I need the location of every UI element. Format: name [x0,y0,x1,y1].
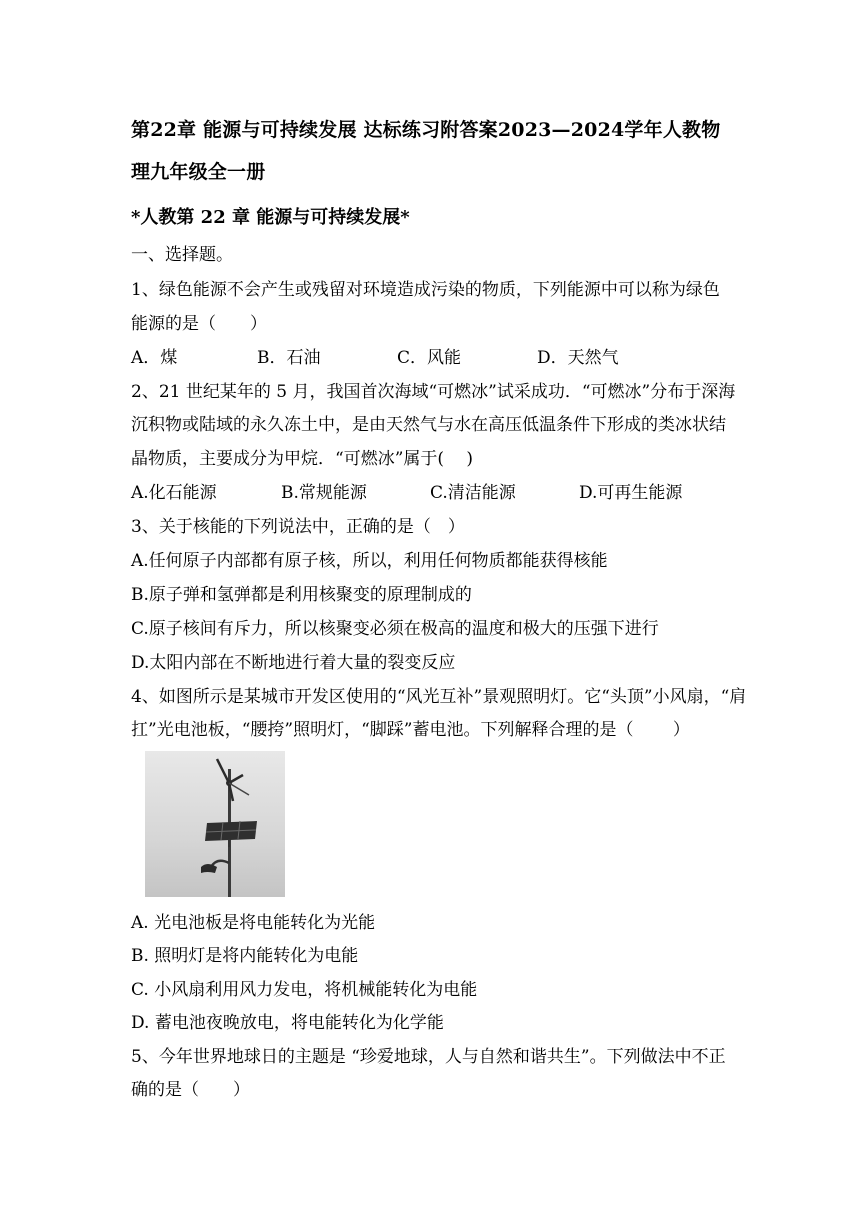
q1-options [131,346,751,370]
q2-options [131,481,751,505]
q4-option-b: B. 照明灯是将内能转化为电能 [131,946,359,966]
q2-stem-line-2: 沉积物或陆域的永久冻土中，是由天然气与水在高压低温条件下形成的类冰状结 [131,415,726,435]
section-heading: 一、选择题。 [131,245,233,265]
q1-option-c: C．风能 [397,348,462,368]
q1-option-a: A．煤 [131,348,178,368]
q2-option-a: A.化石能源 [131,483,217,503]
q4-option-c: C. 小风扇利用风力发电，将机械能转化为电能 [131,980,478,1000]
q1-stem-line-1: 1、绿色能源不会产生或残留对环境造成污染的物质，下列能源中可以称为绿色 [131,280,720,300]
q4-stem-line-2: 扛”光电池板，“腰挎”照明灯，“脚踩”蓄电池。下列解释合理的是（ ） [131,720,690,740]
q3-stem: 3、关于核能的下列说法中，正确的是（ ） [131,517,465,537]
street-lamp-photo [145,751,285,897]
doc-title-line-2: 理九年级全一册 [131,161,266,183]
q3-option-c: C.原子核间有斥力，所以核聚变必须在极高的温度和极大的压强下进行 [131,619,659,639]
q1-stem-line-2: 能源的是（ ） [131,314,267,334]
street-lamp-illustration [145,751,285,897]
doc-subtitle: *人教第 22 章 能源与可持续发展* [131,207,410,228]
q3-option-d: D.太阳内部在不断地进行着大量的裂变反应 [131,653,456,673]
q2-stem-line-3: 晶物质，主要成分为甲烷．“可燃冰”属于( ) [131,449,474,469]
q2-option-b: B.常规能源 [281,483,367,503]
q2-option-d: D.可再生能源 [579,483,683,503]
q5-stem-line-1: 5、今年世界地球日的主题是 “珍爱地球，人与自然和谐共生”。下列做法中不正 [131,1047,726,1067]
q3-option-a: A.任何原子内部都有原子核，所以，利用任何物质都能获得核能 [131,551,608,571]
q4-option-a: A. 光电池板是将电能转化为光能 [131,913,376,933]
q2-option-c: C.清洁能源 [430,483,516,503]
q1-option-b: B．石油 [257,348,321,368]
q4-option-d: D. 蓄电池夜晚放电，将电能转化为化学能 [131,1013,444,1033]
doc-title-line-1: 第22章 能源与可持续发展 达标练习附答案2023—2024学年人教物 [131,119,721,141]
q3-option-b: B.原子弹和氢弹都是利用核聚变的原理制成的 [131,585,472,605]
q4-stem-line-1: 4、如图所示是某城市开发区使用的“风光互补”景观照明灯。它“头顶”小风扇，“肩 [131,687,747,707]
q1-option-d: D．天然气 [537,348,619,368]
q2-stem-line-1: 2、21 世纪某年的 5 月，我国首次海域“可燃冰”试采成功．“可燃冰”分布于深海 [131,382,736,402]
q5-stem-line-2: 确的是（ ） [131,1080,250,1100]
